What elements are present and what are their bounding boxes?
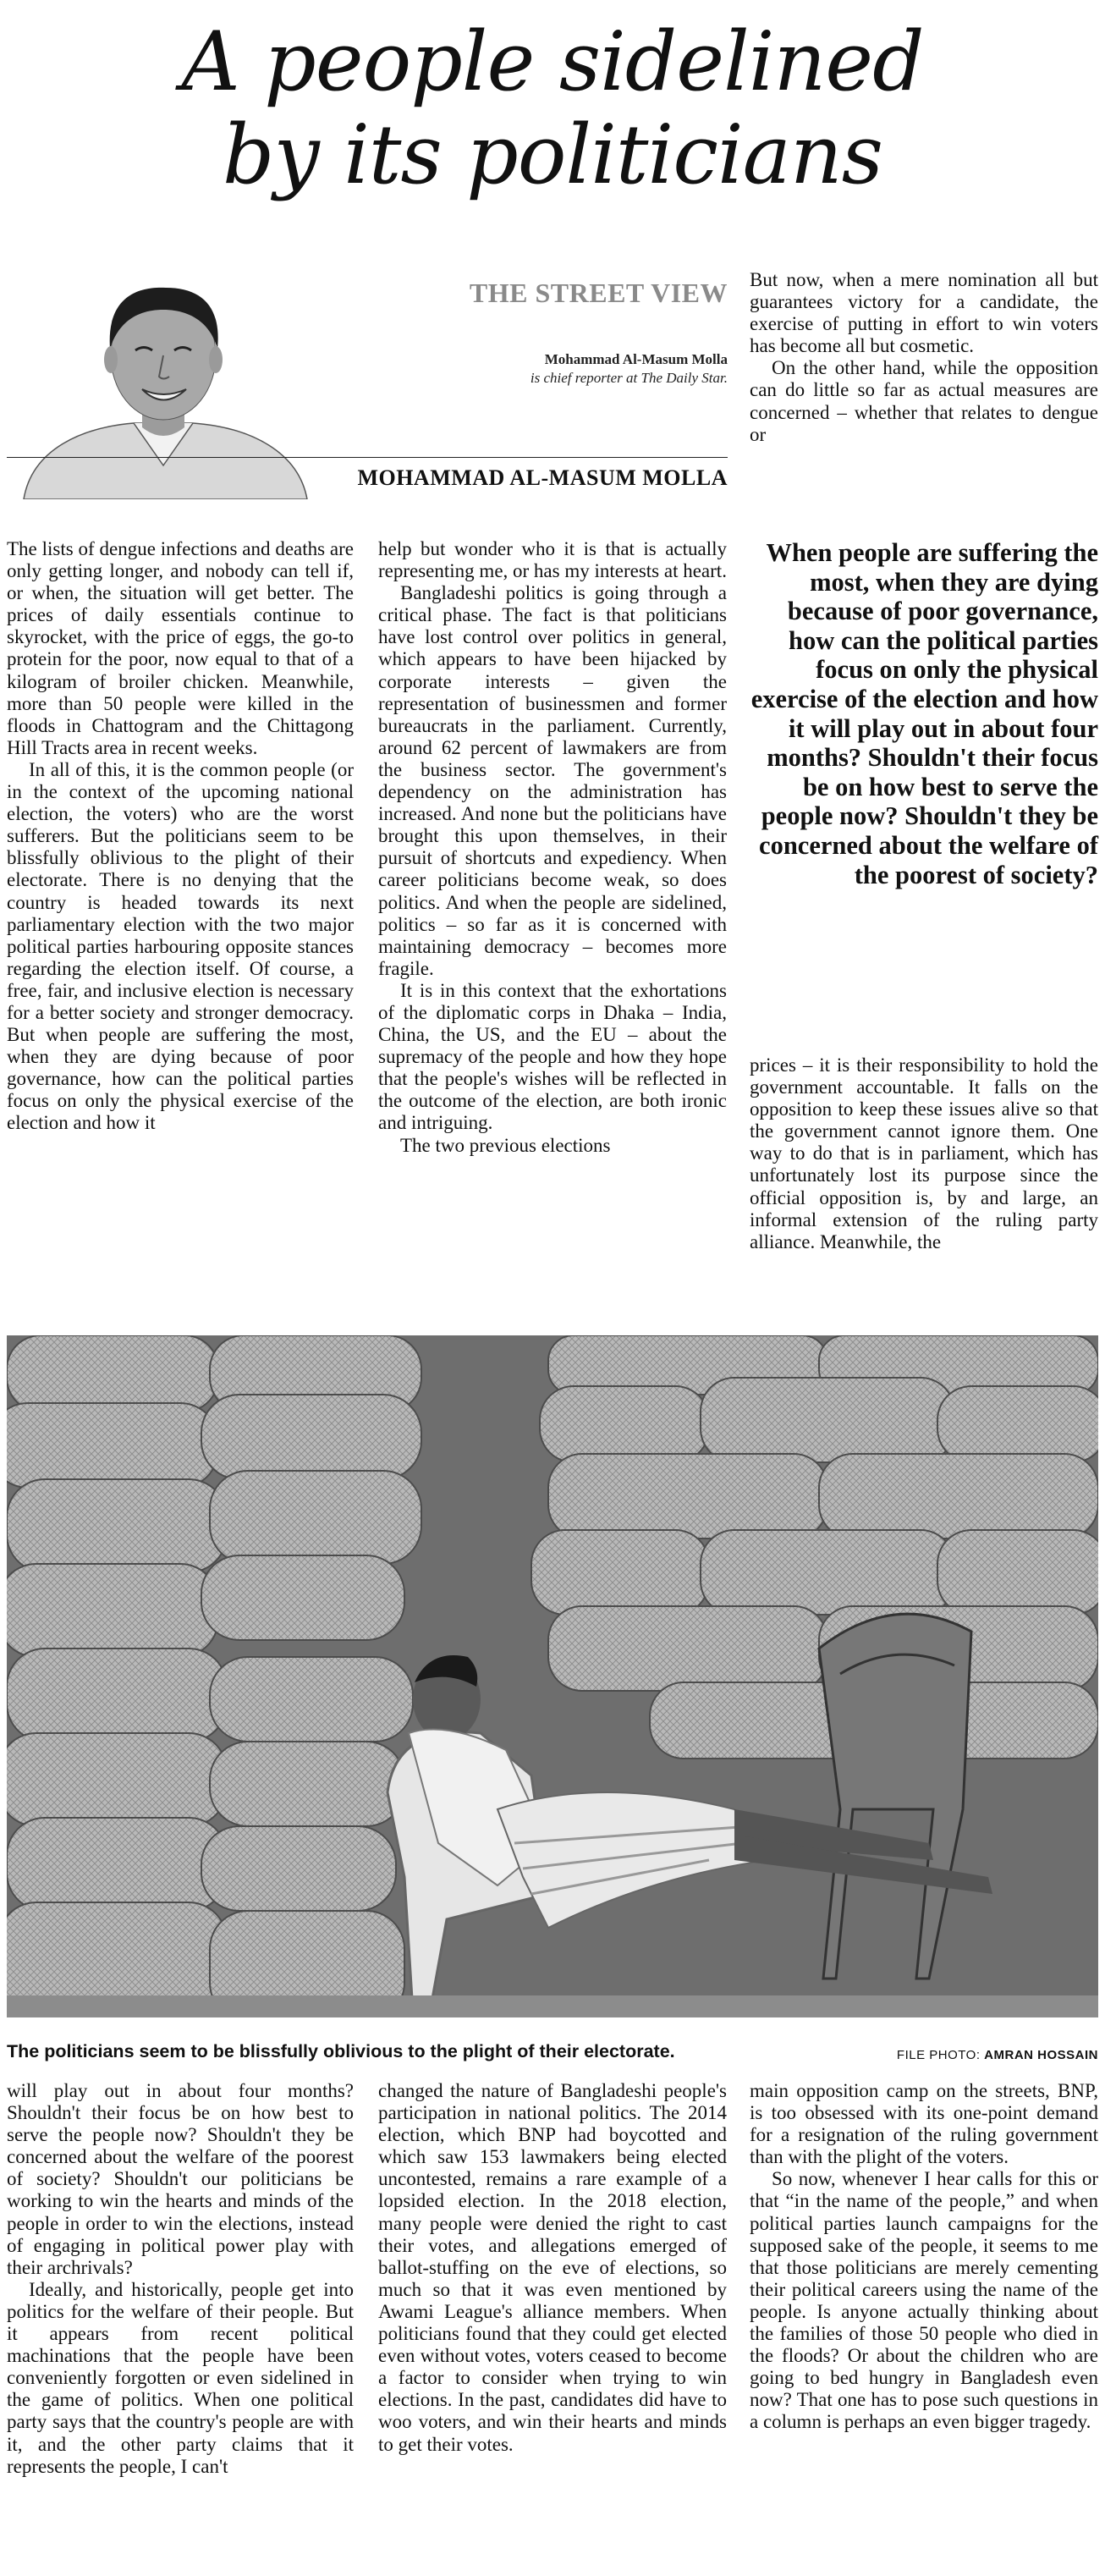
paragraph: changed the nature of Bangladeshi people's participation in national politics. The 2014 election, which BNP had boycotted and which saw 153 lawmakers being elected uncontested, remains a rare example of a lopsided election. In the 2018 election, many people were denied the right to cast their votes, and allegations emerged of ballot-stuffing on the eve of elections, so much so that it was even mentioned by Awami League's alliance members. When politicians found that they could get elected even without votes, voters ceased to become a factor to consider when trying to win elections. In the past, candidates did have to woo voters, and win their hearts and minds to get their votes. xyxy=(378,2080,727,2455)
article-column-5 xyxy=(378,2080,727,2576)
paragraph: prices – it is their responsibility to hold the government accountable. It falls on the opposition to keep these issues alive so that the government cannot ignore them. One way to do that is in parliament, which has unfortunately lost its purpose since the official opposition is, by and large, an informal extension of the ruling party alliance. Meanwhile, the xyxy=(750,1054,1098,1252)
photo-caption: The politicians seem to be blissfully oblivious to the plight of their electorate. xyxy=(7,2041,675,2061)
photo-credit xyxy=(897,2048,1098,2062)
paragraph: It is in this context that the exhortations of the diplomatic corps in Dhaka – India, China, the US, and the EU – about the supremacy of the people and how they hope that the people's wishes will be reflected in the outcome of the election, are both ironic and intriguing. xyxy=(378,979,727,1134)
author-portrait xyxy=(7,254,311,499)
paragraph: help but wonder who it is that is actually representing me, or has my interests at heart. xyxy=(378,538,727,582)
headline-line-2: by its politicians xyxy=(223,107,882,202)
paragraph: On the other hand, while the opposition can do little so far as actual measures are concerned – whether that relates to dengue or xyxy=(750,357,1098,445)
paragraph: main opposition camp on the streets, BNP, is too obsessed with its one-point demand for a resignation of the ruling government than with the plight of the voters. xyxy=(750,2080,1098,2168)
paragraph: The two previous elections xyxy=(400,1134,611,1156)
article-column-1 xyxy=(7,538,354,1317)
article-column-2 xyxy=(378,538,727,1317)
paragraph: Bangladeshi politics is going through a critical phase. The fact is that politicians have lost control over politics in general, which appears to have been hijacked by corporate interests – given the representation of businessmen and former bureaucrats in the parliament. Currently, around 62 percent of lawmakers are from the business sector. The government's dependency on the administration has increased. And none but the politicians have brought this upon themselves, in their pursuit of shortcuts and expediency. When career politicians become weak, so does politics. And when the people are sidelined, politics – so far as it is concerned with maintaining democracy – becomes more fragile. xyxy=(378,582,727,979)
author-name: Mohammad Al-Masum Molla xyxy=(544,351,728,367)
article-column-4 xyxy=(7,2080,354,2576)
headline-line-1: A people sidelined xyxy=(181,14,924,109)
author-bio xyxy=(355,350,728,388)
article-photo xyxy=(7,1335,1098,2017)
paragraph: Ideally, and historically, people get into politics for the welfare of their people. But it appears from recent political machinations that the people have been conveniently forgotten or even sidelined in the game of politics. When one political party says that the country's people are with it, and the other party claims that it represents the people, I can't xyxy=(7,2278,354,2477)
paragraph: will play out in about four months? Shouldn't their focus be on how best to serve the people now? Shouldn't they be concerned about the welfare of the poorest of society? Shouldn't our politicians be working to win the hearts and minds of the people in order to win the elections, instead of engaging in political power play with their archrivals? xyxy=(7,2080,354,2278)
article-column-3-top xyxy=(750,269,1098,499)
paragraph: But now, when a mere nomination all but guarantees victory for a candidate, the exercise of putting in effort to win voters has become all but cosmetic. xyxy=(750,269,1098,357)
paragraph: In all of this, it is the common people (or in the context of the upcoming national election, the voters) who are the worst sufferers. But the politicians seem to be blissfully oblivious to the plight of their electorate. There is no denying that the country is headed towards its next parliamentary election with the two major political parties harbouring opposite stances regarding the election itself. Of course, a free, fair, and inclusive election is necessary for a better society and stronger democracy. But when people are suffering the most, when they are dying because of poor governance, how can the political parties focus on only the physical exercise of the election and how it xyxy=(7,758,354,1134)
pull-quote: When people are suffering the most, when they are dying because of poor governance, how can the political parties focus on only the physical exercise of the election and how it will play out in about four months? Shouldn't their focus be on how best to serve the people now? Shouldn't they be concerned about the welfare of the poorest of society? xyxy=(750,538,1098,889)
article-column-6 xyxy=(750,2080,1098,2576)
headline xyxy=(0,15,1105,201)
byline: MOHAMMAD AL-MASUM MOLLA xyxy=(357,465,728,490)
photo-credit-name: AMRAN HOSSAIN xyxy=(984,2048,1098,2062)
column-name: THE STREET VIEW xyxy=(469,278,728,308)
article-column-3-bottom xyxy=(750,1054,1098,1317)
paragraph: So now, whenever I hear calls for this or that “in the name of the people,” and when political parties launch campaigns for the supposed sake of the people, it seems to me that those politicians are merely cementing their political careers using the name of the people. Is anyone actually thinking about the families of those 50 people who died in the floods? Or about the children who are going to bed hungry in Bangladesh even now? That one has to pose such questions in a column is perhaps an even bigger tragedy. xyxy=(750,2168,1098,2433)
paragraph: The lists of dengue infections and deaths are only getting longer, and nobody can tell if, or when, the situation will get better. The prices of daily essentials continue to skyrocket, with the price of eggs, the go-to protein for the poor, now equal to that of a kilogram of broiler chicken. Meanwhile, more than 50 people were killed in the floods in Chattogram and the Chittagong Hill Tracts area in recent weeks. xyxy=(7,538,354,758)
author-role: is chief reporter at The Daily Star. xyxy=(530,370,728,386)
photo-credit-label: FILE PHOTO: xyxy=(896,2048,981,2062)
byline-divider xyxy=(7,457,728,458)
